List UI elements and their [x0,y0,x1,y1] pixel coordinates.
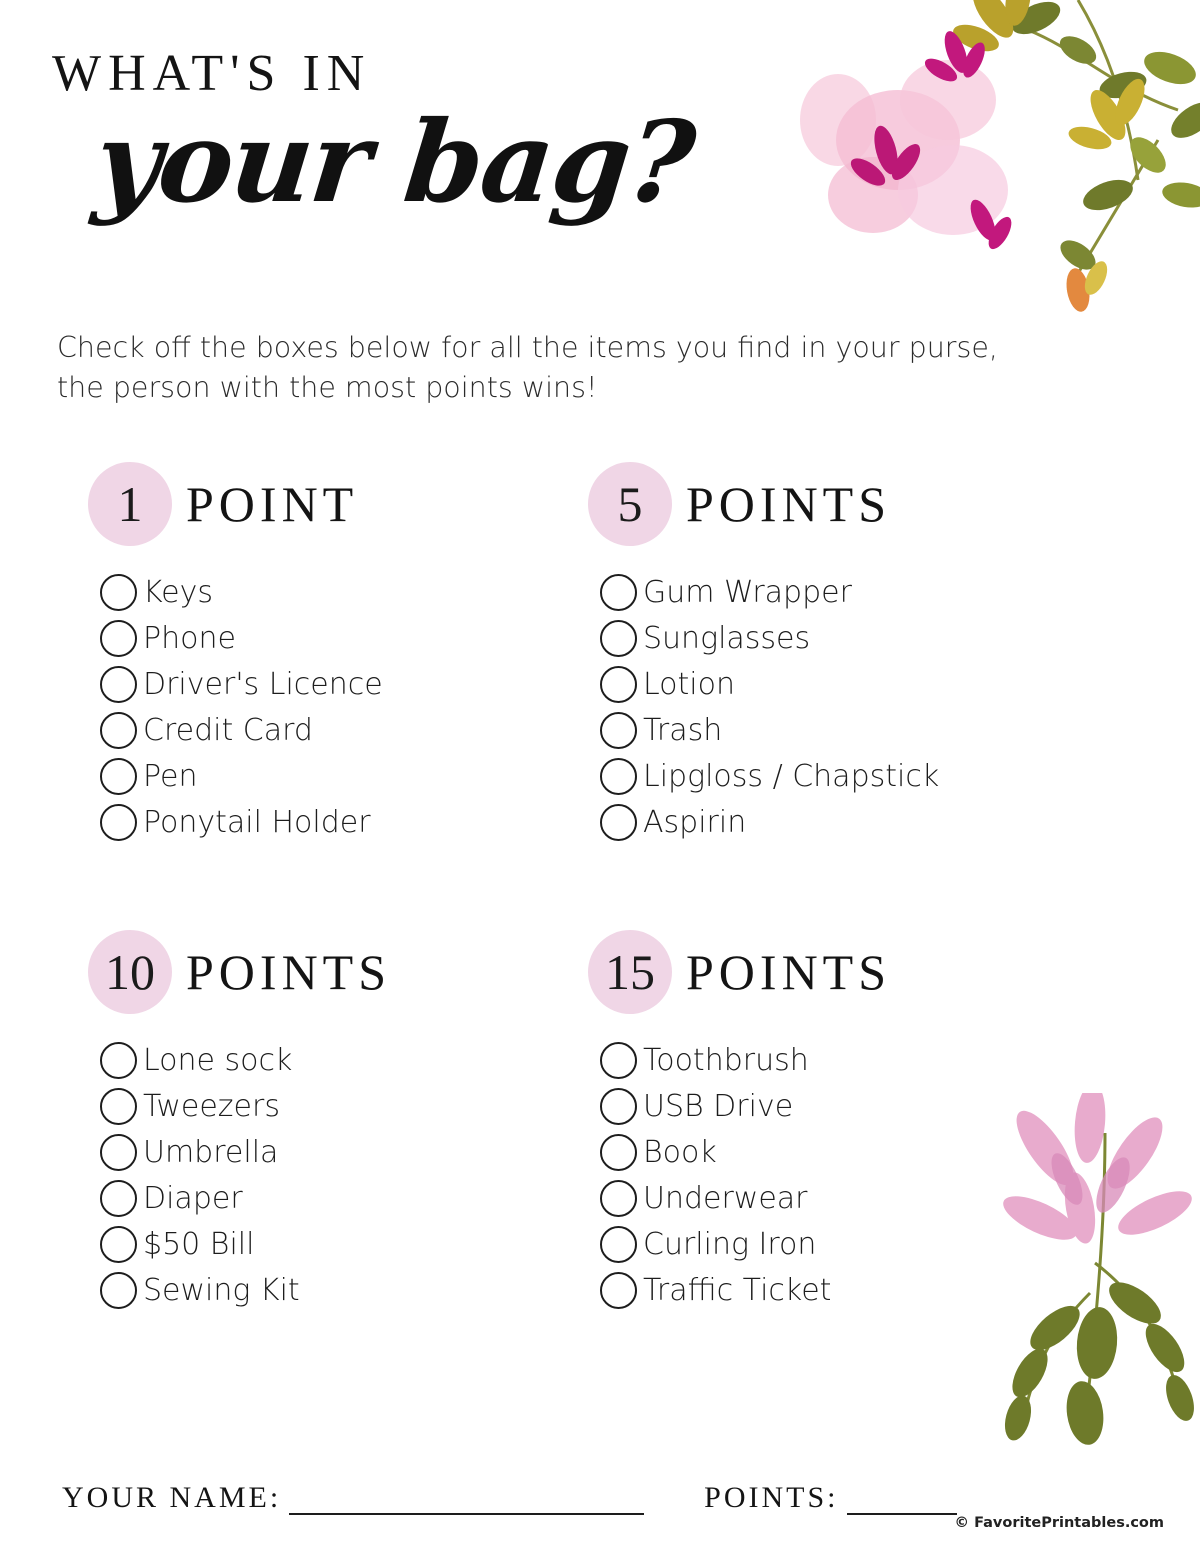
points-input[interactable] [847,1485,957,1515]
list-item[interactable] [100,1272,588,1309]
checkbox-circle-icon[interactable] [600,712,637,749]
checkbox-circle-icon[interactable] [100,758,137,795]
item-label: Diaper [143,1181,243,1216]
checklist [88,1042,588,1309]
list-item[interactable] [600,574,1088,611]
checklist [88,574,588,841]
checkbox-circle-icon[interactable] [100,1042,137,1079]
category-header [588,930,1088,1014]
item-label: Curling Iron [643,1227,817,1262]
checkbox-circle-icon[interactable] [100,1226,137,1263]
checkbox-circle-icon[interactable] [100,1180,137,1217]
checkbox-circle-icon[interactable] [100,804,137,841]
checkbox-circle-icon[interactable] [100,620,137,657]
checkbox-circle-icon[interactable] [600,1226,637,1263]
checkbox-circle-icon[interactable] [600,574,637,611]
instructions-text: Check off the boxes below for all the items you find in your purse, the person with the most points wins! [57,331,998,404]
checkbox-circle-icon[interactable] [600,1180,637,1217]
category-header [588,462,1088,546]
your-name-input[interactable] [289,1485,644,1515]
item-label: Toothbrush [643,1043,809,1078]
item-label: Book [643,1135,717,1170]
list-item[interactable] [100,1088,588,1125]
list-item[interactable] [100,620,588,657]
list-item[interactable] [100,712,588,749]
credit-text: © FavoritePrintables.com [954,1515,1164,1531]
item-label: Underwear [643,1181,808,1216]
list-item[interactable] [600,1226,1088,1263]
categories-grid [88,462,1108,1318]
list-item[interactable] [100,1134,588,1171]
checklist [588,574,1088,841]
list-item[interactable] [600,1272,1088,1309]
item-label: Pen [143,759,198,794]
list-item[interactable] [600,1088,1088,1125]
list-item[interactable] [100,1180,588,1217]
item-label: Sewing Kit [143,1273,300,1308]
item-label: Lone sock [143,1043,293,1078]
checkbox-circle-icon[interactable] [600,1042,637,1079]
point-badge: 5 [588,462,672,546]
list-item[interactable] [600,1180,1088,1217]
category-header [88,930,588,1014]
list-item[interactable] [600,666,1088,703]
checkbox-circle-icon[interactable] [600,620,637,657]
category-10-points [88,930,588,1318]
checkbox-circle-icon[interactable] [100,1272,137,1309]
item-label: Umbrella [143,1135,279,1170]
checkbox-circle-icon[interactable] [100,666,137,703]
point-badge: 10 [88,930,172,1014]
item-label: Traffic Ticket [643,1273,832,1308]
list-item[interactable] [600,712,1088,749]
category-15-points [588,930,1088,1318]
item-label: Sunglasses [643,621,811,656]
category-header [88,462,588,546]
item-label: Ponytail Holder [143,805,371,840]
list-item[interactable] [100,666,588,703]
footer [62,1481,1142,1515]
item-label: Aspirin [643,805,747,840]
item-label: Gum Wrapper [643,575,852,610]
checkbox-circle-icon[interactable] [600,1088,637,1125]
list-item[interactable] [600,620,1088,657]
checkbox-circle-icon[interactable] [600,1272,637,1309]
point-word: POINT [186,476,359,532]
checkbox-circle-icon[interactable] [100,1088,137,1125]
list-item[interactable] [600,1134,1088,1171]
page-header [52,45,752,228]
page-title-line-1: WHAT'S IN [52,45,372,102]
item-label: $50 Bill [143,1227,255,1262]
checkbox-circle-icon[interactable] [600,666,637,703]
checkbox-circle-icon[interactable] [600,1134,637,1171]
item-label: USB Drive [643,1089,794,1124]
item-label: Driver's Licence [143,667,383,702]
page-title-line-2: your bag? [89,97,699,228]
checkbox-circle-icon[interactable] [100,712,137,749]
point-word: POINTS [686,476,892,532]
checkbox-circle-icon[interactable] [600,804,637,841]
item-label: Credit Card [143,713,313,748]
checkbox-circle-icon[interactable] [100,1134,137,1171]
item-label: Lotion [643,667,736,702]
list-item[interactable] [100,574,588,611]
your-name-label: YOUR NAME: [62,1481,282,1514]
item-label: Trash [643,713,723,748]
item-label: Lipgloss / Chapstick [643,759,940,794]
point-word: POINTS [186,944,392,1000]
list-item[interactable] [100,804,588,841]
checkbox-circle-icon[interactable] [600,758,637,795]
item-label: Tweezers [143,1089,280,1124]
list-item[interactable] [100,1042,588,1079]
list-item[interactable] [600,804,1088,841]
category-5-points [588,462,1088,850]
category-1-point [88,462,588,850]
point-word: POINTS [686,944,892,1000]
point-badge: 15 [588,930,672,1014]
list-item[interactable] [100,1226,588,1263]
floral-decoration-top-right [778,0,1200,320]
points-label: POINTS: [704,1481,839,1514]
list-item[interactable] [600,1042,1088,1079]
checklist [588,1042,1088,1309]
point-badge: 1 [88,462,172,546]
item-label: Phone [143,621,236,656]
list-item[interactable] [600,758,1088,795]
item-label: Keys [143,575,214,610]
list-item[interactable] [100,758,588,795]
checkbox-circle-icon[interactable] [100,574,137,611]
